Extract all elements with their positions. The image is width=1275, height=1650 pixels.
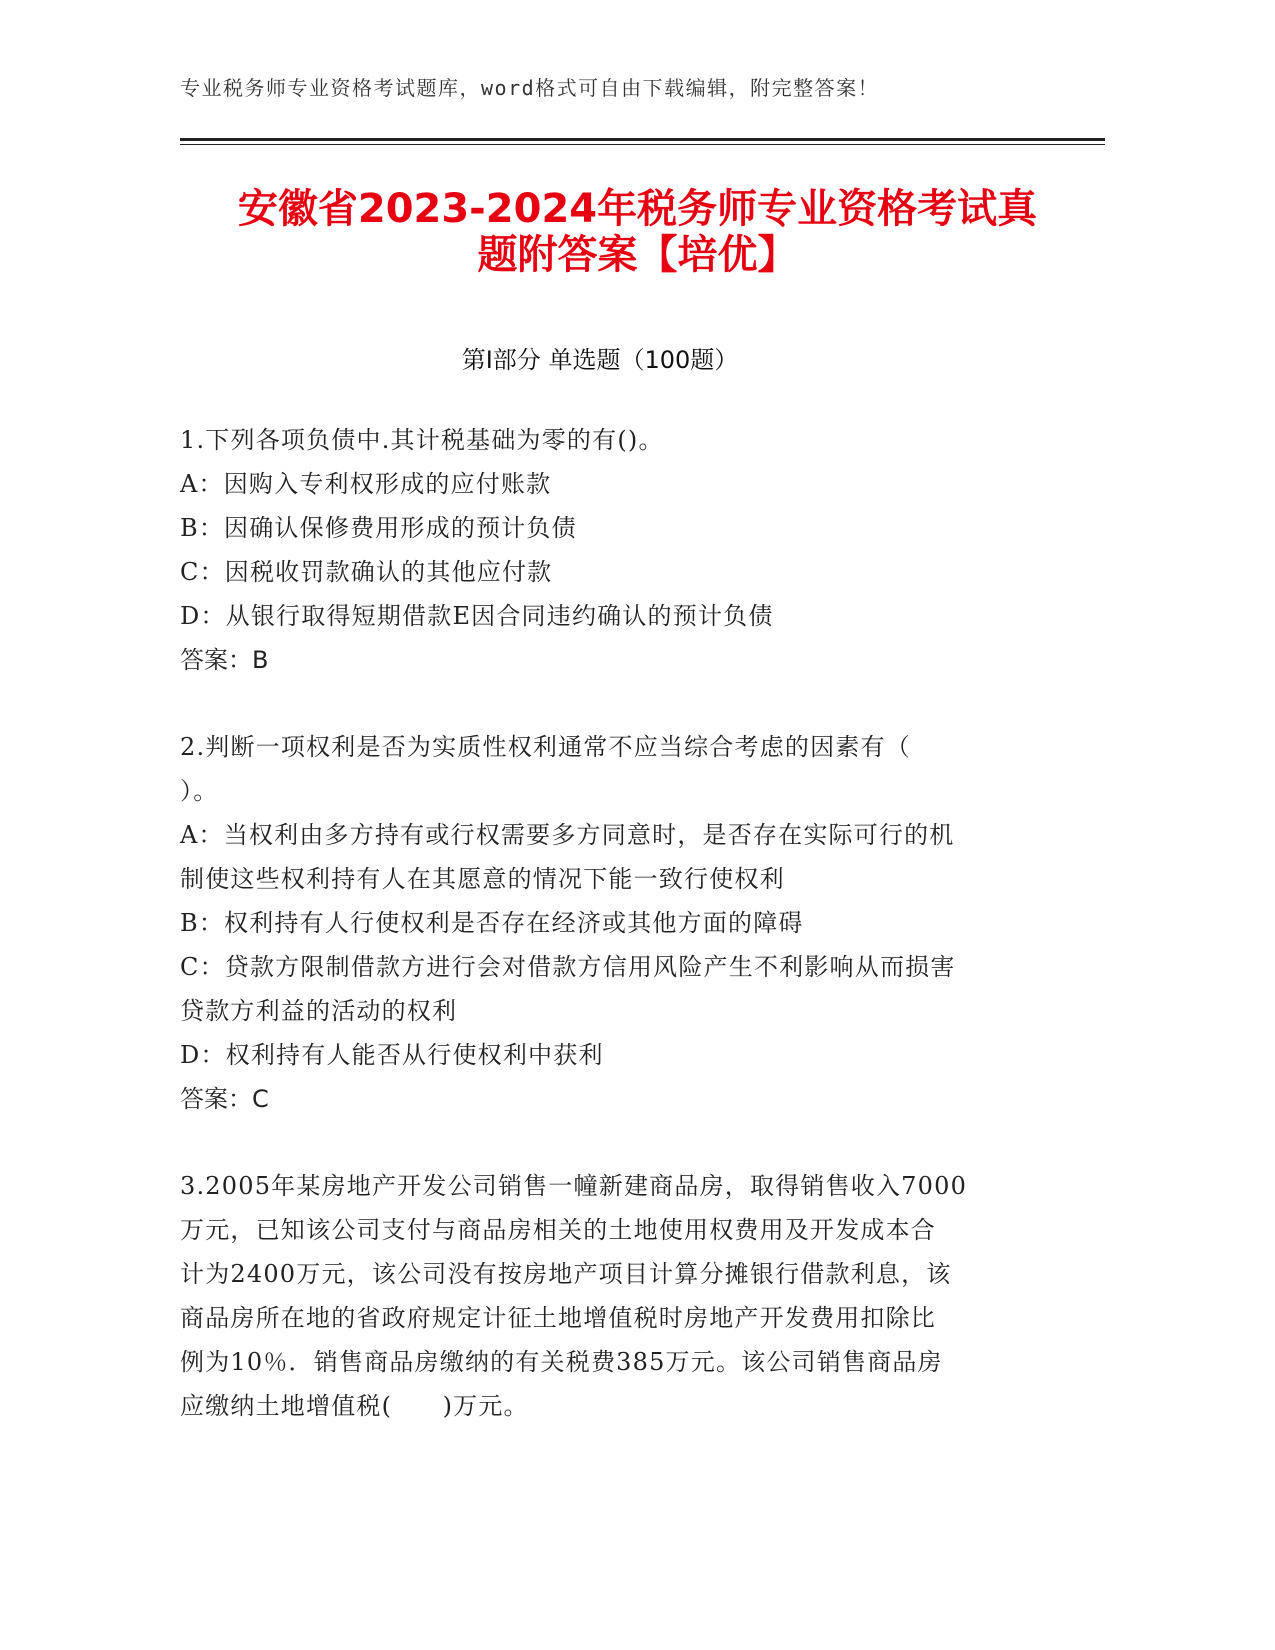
answer: 答案：C xyxy=(180,1085,269,1113)
question-stem: ）。 xyxy=(180,777,219,805)
question-stem: 3.2005年某房地产开发公司销售一幢新建商品房，取得销售收入7000 xyxy=(180,1172,968,1200)
question-stem: 计为2400万元，该公司没有按房地产项目计算分摊银行借款利息，该 xyxy=(180,1260,952,1288)
option-c: C：因税收罚款确认的其他应付款 xyxy=(180,558,553,586)
document-title-line-1: 安徽省2023-2024年税务师专业资格考试真 xyxy=(237,186,1038,232)
header-note: 专业税务师专业资格考试题库，word格式可自由下载编辑，附完整答案！ xyxy=(180,76,880,100)
option-a: A：当权利由多方持有或行权需要多方同意时，是否存在实际可行的机 xyxy=(180,821,955,849)
question-stem: 应缴纳土地增值税( )万元。 xyxy=(180,1392,529,1420)
question-stem: 例为10％．销售商品房缴纳的有关税费385万元。该公司销售商品房 xyxy=(180,1348,943,1376)
header-rule-thin xyxy=(180,144,1105,145)
question-stem: 2.判断一项权利是否为实质性权利通常不应当综合考虑的因素有（ xyxy=(180,733,911,761)
question-list xyxy=(180,418,1030,1471)
question-2 xyxy=(180,725,1030,1121)
answer: 答案：B xyxy=(180,646,269,674)
question-stem: 万元，已知该公司支付与商品房相关的土地使用权费用及开发成本合 xyxy=(180,1216,936,1244)
question-stem: 商品房所在地的省政府规定计征土地增值税时房地产开发费用扣除比 xyxy=(180,1304,936,1332)
question-3 xyxy=(180,1164,1030,1428)
option-a: 制使这些权利持有人在其愿意的情况下能一致行使权利 xyxy=(180,865,785,893)
header-rule-thick xyxy=(180,138,1105,141)
option-d: D：权利持有人能否从行使权利中获利 xyxy=(180,1041,604,1069)
option-a: A：因购入专利权形成的应付账款 xyxy=(180,470,552,498)
section-heading: 第Ⅰ部分 单选题（100题） xyxy=(461,346,739,374)
option-c: 贷款方利益的活动的权利 xyxy=(180,997,458,1025)
option-c: C：贷款方限制借款方进行会对借款方信用风险产生不利影响从而损害 xyxy=(180,953,956,981)
document-title xyxy=(150,186,1125,278)
document-title-line-2: 题附答案【培优】 xyxy=(477,232,798,278)
option-d: D：从银行取得短期借款E因合同违约确认的预计负债 xyxy=(180,602,774,630)
option-b: B：因确认保修费用形成的预计负债 xyxy=(180,514,577,542)
option-b: B：权利持有人行使权利是否存在经济或其他方面的障碍 xyxy=(180,909,804,937)
question-stem: 1.下列各项负债中.其计税基础为零的有()。 xyxy=(180,426,664,454)
question-1 xyxy=(180,418,1030,682)
